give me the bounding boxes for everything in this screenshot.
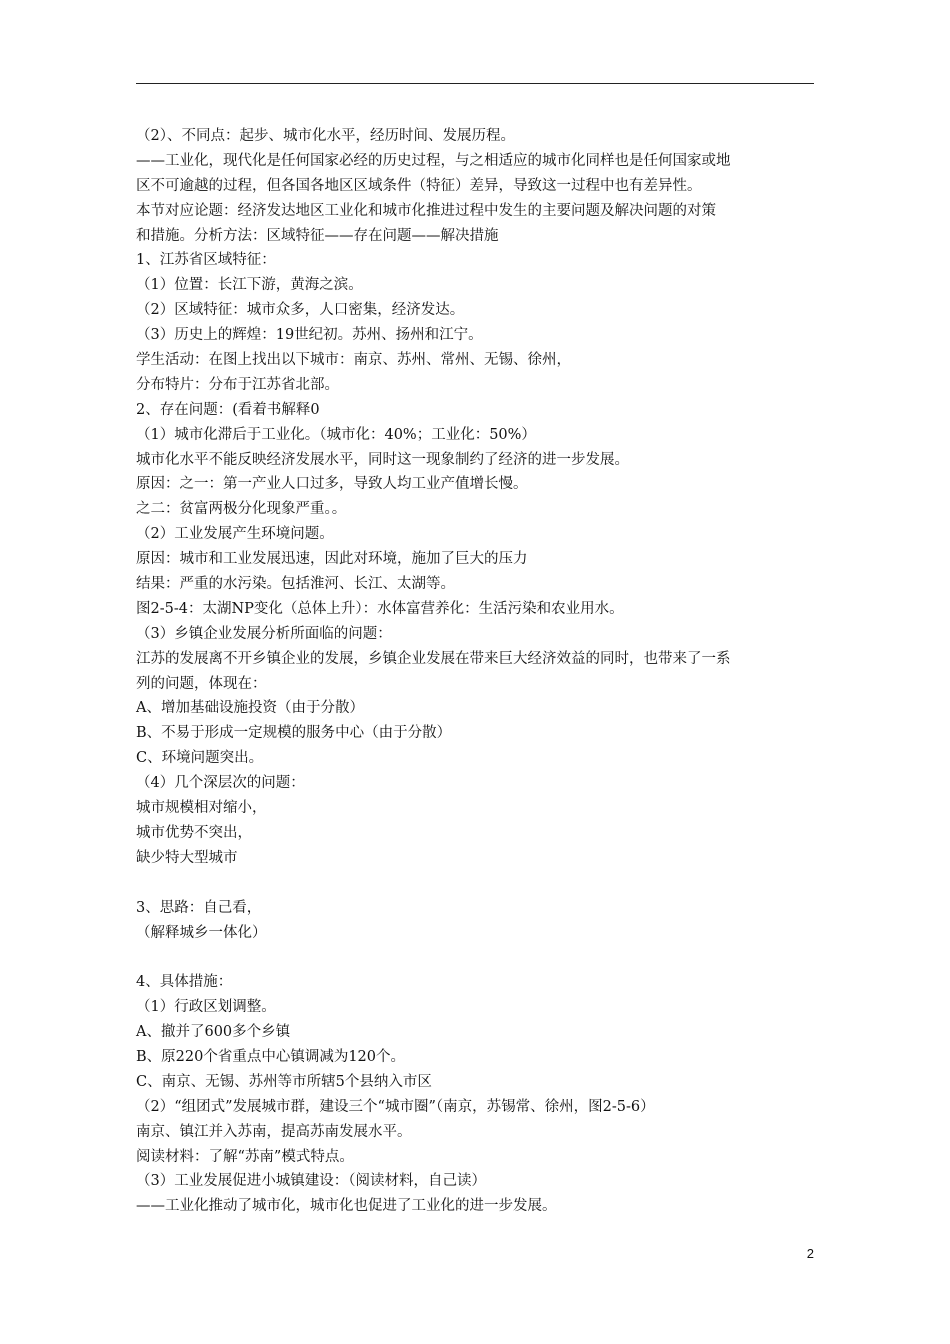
text-line: 结果：严重的水污染。包括淮河、长江、太湖等。	[136, 576, 455, 593]
text-line: （解释城乡一体化）	[136, 924, 267, 941]
text-line: 2、存在问题：(看着书解释0	[136, 401, 320, 418]
header-rule	[136, 83, 814, 84]
text-line: B、原220个省重点中心镇调减为120个。	[136, 1048, 406, 1065]
text-line: 和措施。分析方法：区域特征——存在问题——解决措施	[136, 227, 499, 244]
text-line: 学生活动：在图上找出以下城市：南京、苏州、常州、无锡、徐州，	[136, 352, 571, 369]
text-line: 之二：贫富两极分化现象严重。。	[136, 501, 347, 518]
text-line: ——工业化，现代化是任何国家必经的历史过程，与之相适应的城市化同样也是任何国家或地	[136, 152, 731, 169]
text-line: C、环境问题突出。	[136, 750, 264, 767]
text-line: （1）城市化滞后于工业化。（城市化：40%；工业化：50%）	[136, 426, 536, 443]
text-line: 江苏的发展离不开乡镇企业的发展，乡镇企业发展在带来巨大经济效益的同时，也带来了一系	[136, 650, 731, 667]
page-number: 2	[806, 1246, 814, 1261]
text-line: （3）乡镇企业发展分析所面临的问题：	[136, 625, 392, 642]
text-line: （2）、不同点：起步、城市化水平，经历时间、发展历程。	[136, 128, 515, 144]
text-line: B、不易于形成一定规模的服务中心（由于分散）	[136, 725, 452, 742]
text-line: （3）历史上的辉煌：19世纪初。苏州、扬州和江宁。	[136, 327, 483, 344]
text-line: 南京、镇江并入苏南，提高苏南发展水平。	[136, 1123, 412, 1140]
blank-line	[136, 871, 826, 896]
text-line: 图2-5-4：太湖NP变化（总体上升）：水体富营养化：生活污染和农业用水。	[136, 600, 624, 617]
text-line: （2）工业发展产生环境问题。	[136, 526, 334, 543]
text-line: 1、江苏省区域特征：	[136, 252, 276, 269]
text-line: （2）“组团式”发展城市群，建设三个“城市圈”（南京，苏锡常、徐州，图2-5-6）	[136, 1098, 655, 1115]
body-text	[136, 124, 826, 1219]
text-line: （3）工业发展促进小城镇建设：（阅读材料，自己读）	[136, 1173, 486, 1190]
text-line: 阅读材料：了解“苏南”模式特点。	[136, 1148, 354, 1165]
text-line: 4、具体措施：	[136, 974, 233, 991]
text-line: 3、思路：自己看，	[136, 899, 262, 916]
text-line: （2）区域特征：城市众多，人口密集，经济发达。	[136, 302, 465, 319]
text-line: 缺少特大型城市	[136, 849, 238, 866]
text-line: （4）几个深层次的问题：	[136, 775, 305, 792]
blank-line	[136, 945, 826, 970]
text-line: A、增加基础设施投资（由于分散）	[136, 700, 364, 717]
text-line: 原因：城市和工业发展迅速，因此对环境，施加了巨大的压力	[136, 551, 528, 568]
text-line: 城市化水平不能反映经济发展水平，同时这一现象制约了经济的进一步发展。	[136, 451, 629, 468]
text-line: 分布特片：分布于江苏省北部。	[136, 376, 339, 393]
text-line: 列的问题，体现在：	[136, 675, 267, 692]
text-line: （1）位置：长江下游，黄海之滨。	[136, 277, 363, 294]
text-line: ——工业化推动了城市化，城市化也促进了工业化的进一步发展。	[136, 1198, 557, 1215]
text-line: 区不可逾越的过程，但各国各地区区域条件（特征）差异，导致这一过程中也有差异性。	[136, 177, 702, 194]
text-line: 城市优势不突出，	[136, 824, 252, 841]
text-line: 城市规模相对缩小，	[136, 800, 267, 817]
text-line: 本节对应论题：经济发达地区工业化和城市化推进过程中发生的主要问题及解决问题的对策	[136, 202, 716, 219]
text-line: C、南京、无锡、苏州等市所辖5个县纳入市区	[136, 1073, 432, 1090]
text-line: （1）行政区划调整。	[136, 999, 276, 1016]
text-line: A、撤并了600多个乡镇	[136, 1024, 291, 1041]
text-line: 原因：之一：第一产业人口过多，导致人均工业产值增长慢。	[136, 476, 528, 493]
